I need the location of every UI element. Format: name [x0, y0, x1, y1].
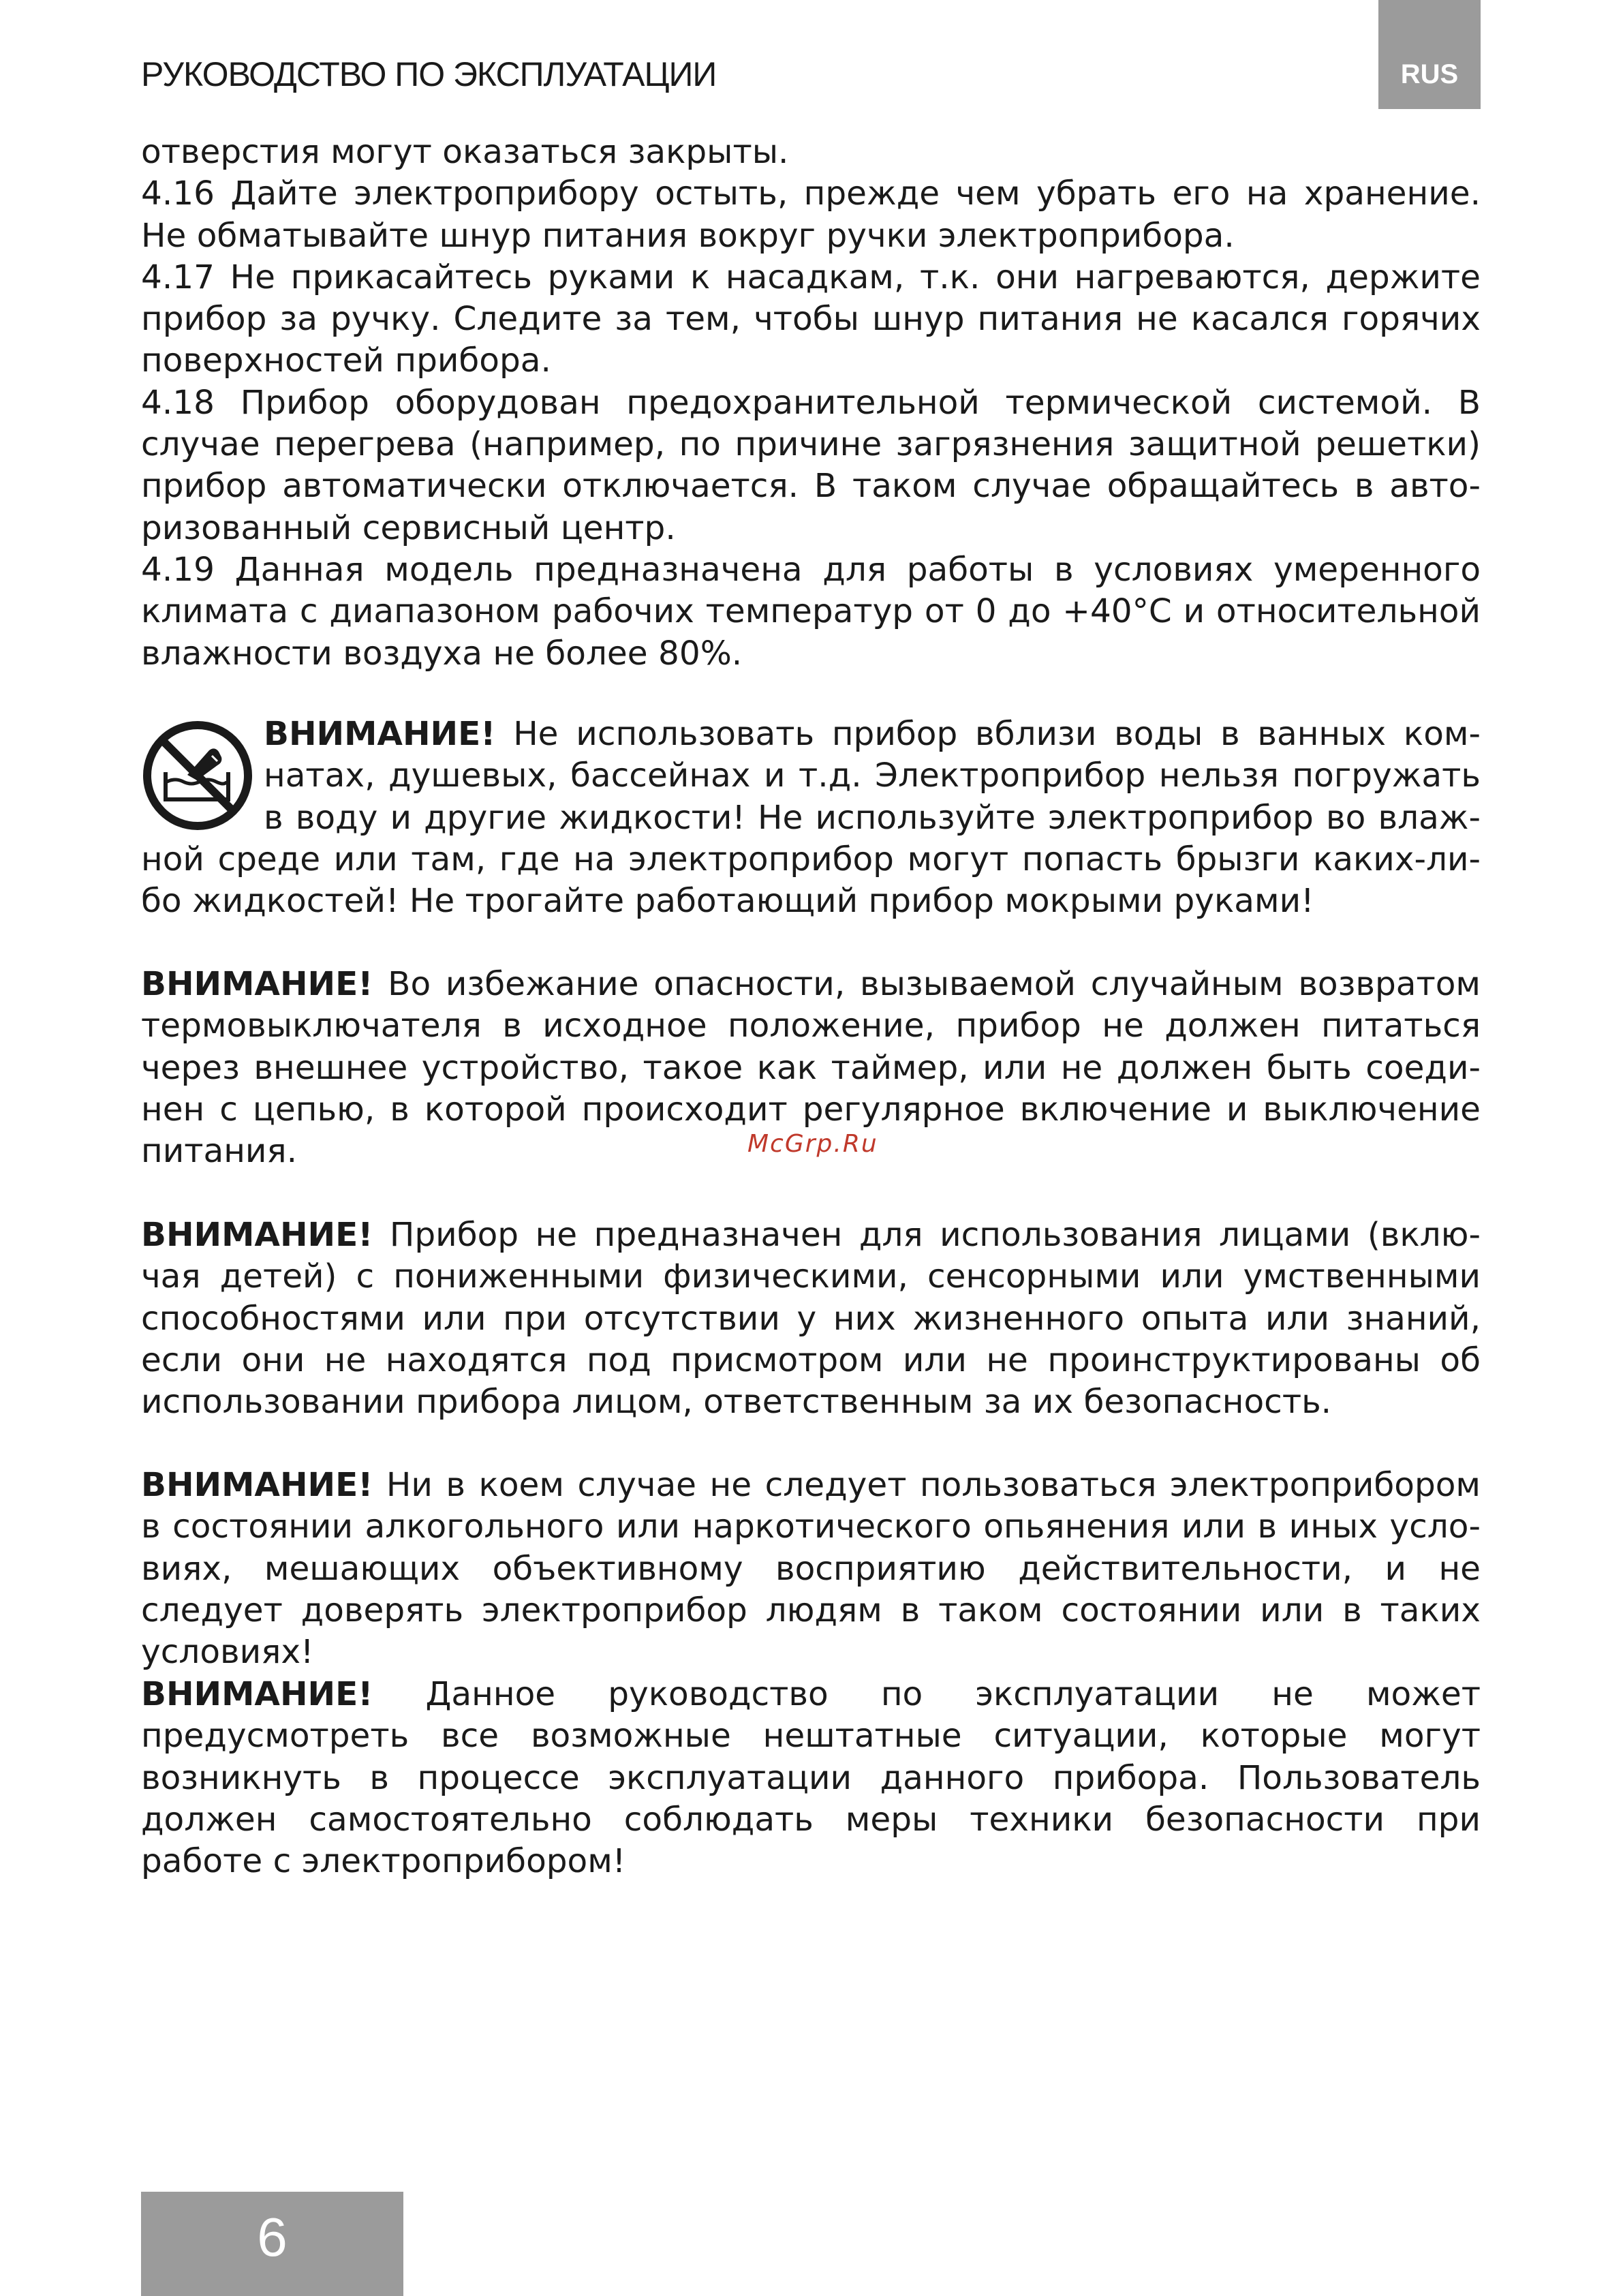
- warning-intoxication: [141, 1465, 1481, 1673]
- warning-text: Данное руководство по эксплуатации не может предусмотреть все возможные нештатные ситуации, которые могут возникнуть в процессе эксплуатации данного прибора. Пользователь должен самостоятельно соблюдать меры техники безопасности при работе с электроприбором!: [141, 1675, 1481, 1881]
- warning-text: Прибор не предназначен для использования лицами (включая детей) с пониженными физическими, сенсорными или умственными способностями или при отсутствии у них жизненного опыта или знаний, если они не находятся под присмотром или не проинструктированы об использовании прибора лицом, ответственным за их безопасность.: [141, 1216, 1481, 1422]
- warning-label: ВНИМАНИЕ!: [264, 715, 496, 753]
- page-header-title: РУКОВОДСТВО ПО ЭКСПЛУАТАЦИИ: [141, 55, 717, 93]
- language-tab: RUS: [1378, 0, 1481, 109]
- warning-persons: [141, 1214, 1481, 1423]
- warning-label: ВНИМАНИЕ!: [141, 1675, 373, 1713]
- page-number: 6: [141, 2192, 403, 2296]
- warning-text: Не использовать прибор вблизи воды в ванных комнатах, душевых, бассейнах и т.д. Электроприбор нельзя погружать в воду и другие жидкости! Не используйте электроприбор во влажной среде или там, где на электроприбор могут попасть брызги каких-либо жидкостей! Не трогайте работающий прибор мокрыми руками!: [141, 715, 1481, 921]
- instructions-text: [141, 132, 1481, 675]
- paragraph: 4.19 Данная модель предназначена для работы в условиях умеренного климата с диапазоном рабочих температур от 0 до +40°С и относительной влажности воздуха не более 80%.: [141, 550, 1481, 673]
- warning-label: ВНИМАНИЕ!: [141, 1216, 373, 1254]
- paragraph: 4.17 Не прикасайтесь руками к насадкам, т.к. они нагреваются, держите прибор за ручку. Следите за тем, чтобы шнур питания не касался горячих поверхностей прибора.: [141, 258, 1481, 380]
- warning-label: ВНИМАНИЕ!: [141, 965, 373, 1003]
- warning-text: Ни в коем случае не следует пользоваться электроприбором в состоянии алкогольного или наркотического опьянения или в иных условиях, мешающих объективному восприятию действительности, и не следует доверять электроприбор людям в таком состоянии или в таких условиях!: [141, 1466, 1481, 1672]
- warning-manual-limits: [141, 1674, 1481, 1882]
- paragraph: отверстия могут оказаться закрыты.: [141, 133, 789, 171]
- paragraph: 4.18 Прибор оборудован предохранительной термической системой. В случае перегрева (например, по причине загрязнения защитной решетки) прибор автоматически отключается. В таком случае обращайтесь в авторизованный сервисный центр.: [141, 383, 1481, 547]
- watermark: McGrp.Ru: [747, 1130, 878, 1158]
- warning-text: Во избежание опасности, вызываемой случайным возвратом термовыключателя в исходное положение, прибор не должен питаться через внешнее устройство, такое как таймер, или не должен быть соединен с цепью, в которой происходит регулярное включение и выключение питания.: [141, 965, 1481, 1171]
- warning-label: ВНИМАНИЕ!: [141, 1466, 373, 1504]
- no-water-bath-icon: [141, 719, 254, 832]
- warning-water: [141, 714, 1481, 922]
- paragraph: 4.16 Дайте электроприбору остыть, прежде чем убрать его на хранение. Не обматывайте шнур питания вокруг ручки электроприбора.: [141, 174, 1481, 255]
